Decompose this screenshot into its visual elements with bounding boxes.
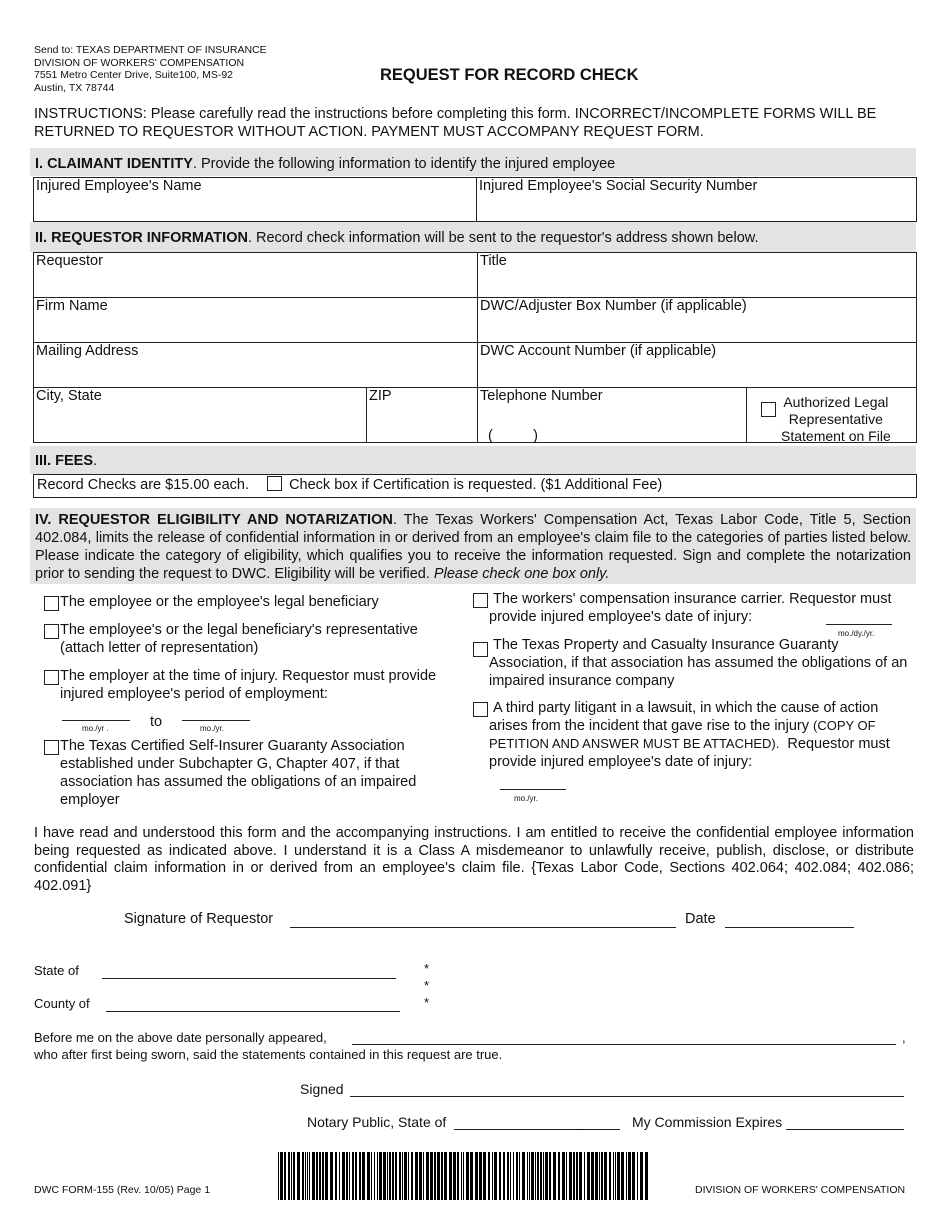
barcode-bar — [488, 1152, 490, 1200]
state-of-label: State of — [34, 963, 79, 978]
city-state-field[interactable]: City, State — [34, 388, 367, 443]
barcode-bar — [404, 1152, 407, 1200]
barcode-bar — [591, 1152, 594, 1200]
barcode-bar — [430, 1152, 433, 1200]
section-2-header: II. REQUESTOR INFORMATION. Record check information will be sent to the requestor's address shown below. — [30, 222, 916, 252]
barcode-bar — [457, 1152, 459, 1200]
barcode-bar — [513, 1152, 514, 1200]
barcode-bar — [645, 1152, 648, 1200]
notary-signature-line[interactable] — [350, 1096, 904, 1097]
barcode-bar — [399, 1152, 401, 1200]
barcode-bar — [362, 1152, 365, 1200]
requestor-table — [33, 252, 917, 443]
barcode-bar — [604, 1152, 607, 1200]
barcode-bar — [319, 1152, 321, 1200]
barcode-bar — [379, 1152, 382, 1200]
barcode-bar — [613, 1152, 614, 1200]
barcode-bar — [335, 1152, 337, 1200]
barcode-bar — [395, 1152, 397, 1200]
certification-checkbox[interactable] — [267, 476, 282, 491]
barcode-bar — [352, 1152, 354, 1200]
barcode-bar — [463, 1152, 464, 1200]
barcode-bar — [371, 1152, 372, 1200]
claimant-table — [33, 177, 917, 222]
barcode-bar — [543, 1152, 544, 1200]
barcode-bar — [553, 1152, 556, 1200]
division-footer: DIVISION OF WORKERS' COMPENSATION — [695, 1184, 906, 1196]
section-4-header: IV. REQUESTOR ELIGIBILITY AND NOTARIZATION. The Texas Workers' Compensation Act, Texas Labor Code, Title 5, Section 402.084, limits the release of confidential information in or derived from an employee's claim file to the categories of parties listed below. Please indicate the category of eligibility, which qualifies you to receive the information requested. Sign and complete the notarization prior to sending the request to DWC. Eligibility will be verified. Please check one box only. — [30, 508, 916, 584]
barcode-bar — [576, 1152, 578, 1200]
barcode-bar — [569, 1152, 572, 1200]
employee-name-field[interactable]: Injured Employee's Name — [34, 178, 477, 222]
barcode-bar — [389, 1152, 391, 1200]
barcode-bar — [342, 1152, 345, 1200]
barcode-bar — [510, 1152, 511, 1200]
barcode-bar — [483, 1152, 486, 1200]
barcode-bar — [312, 1152, 315, 1200]
mailing-address-field[interactable]: Mailing Address — [34, 343, 478, 388]
barcode-bar — [535, 1152, 536, 1200]
barcode-bar — [499, 1152, 501, 1200]
barcode-bar — [426, 1152, 429, 1200]
barcode-bar — [584, 1152, 585, 1200]
eligibility-employee[interactable]: The employee or the employee's legal beneficiary — [44, 593, 460, 611]
barcode-bar — [293, 1152, 295, 1200]
barcode-bar — [549, 1152, 551, 1200]
barcode-bar — [305, 1152, 306, 1200]
certification-statement: I have read and understood this form and the accompanying instructions. I am entitled to receive the confidential employee information being requested as indicated above. I understand it is a Class A misdemeanor to unlawfully receive, publish, disclose, or distribute confidential claim information in or derived from an employee's claim file. {Texas Labor Code, Sections 402.064; 402.084; 402.086; 402.091} — [34, 825, 914, 894]
barcode-bar — [419, 1152, 422, 1200]
barcode-bar — [579, 1152, 582, 1200]
barcode-bar — [377, 1152, 378, 1200]
barcode-bar — [411, 1152, 413, 1200]
barcode-bar — [402, 1152, 403, 1200]
eligibility-carrier[interactable]: The workers' compensation insurance carrier. Requestor must provide injured employee's date of injury: — [473, 590, 919, 626]
state-of-line[interactable] — [102, 978, 396, 979]
notary-state-line[interactable] — [454, 1129, 620, 1130]
barcode-bar — [449, 1152, 452, 1200]
barcode-bar — [325, 1152, 328, 1200]
barcode-bar — [615, 1152, 616, 1200]
commission-label: My Commission Expires — [632, 1114, 783, 1130]
instructions: INSTRUCTIONS: Please carefully read the instructions before completing this form. INCORRECT/INCOMPLETE FORMS WILL BE RETURNED TO REQUESTOR WITHOUT ACTION. PAYMENT MUST ACCOMPANY REQUEST FORM. — [34, 106, 877, 140]
barcode-bar — [346, 1152, 348, 1200]
barcode-bar — [492, 1152, 493, 1200]
barcode-bar — [573, 1152, 575, 1200]
eligibility-property-casualty[interactable]: The Texas Property and Casualty Insurance Guaranty Association, if that association has assumed the obligations of an impaired insurance company — [473, 636, 909, 690]
barcode-bar — [494, 1152, 497, 1200]
area-code: ( ) — [488, 428, 538, 444]
ssn-field[interactable]: Injured Employee's Social Security Number — [477, 178, 917, 222]
barcode-bar — [322, 1152, 324, 1200]
county-of-line[interactable] — [106, 1011, 400, 1012]
appeared-name-line[interactable] — [352, 1044, 896, 1045]
barcode-bar — [475, 1152, 478, 1200]
fees-row: Record Checks are $15.00 each. Check box if Certification is requested. ($1 Additional Fee) — [33, 474, 917, 498]
eligibility-employer-checkbox[interactable] — [44, 670, 59, 685]
barcode-bar — [444, 1152, 447, 1200]
barcode-bar — [291, 1152, 292, 1200]
notary-state-label: Notary Public, State of — [307, 1114, 447, 1130]
eligibility-employee-checkbox[interactable] — [44, 596, 59, 611]
barcode-bar — [330, 1152, 333, 1200]
barcode-bar — [628, 1152, 631, 1200]
barcode-bar — [441, 1152, 443, 1200]
barcode-bar — [545, 1152, 548, 1200]
county-of-label: County of — [34, 996, 90, 1011]
barcode-bar — [537, 1152, 539, 1200]
authorized-rep-checkbox[interactable] — [761, 402, 776, 417]
barcode-bar — [587, 1152, 590, 1200]
barcode-bar — [288, 1152, 290, 1200]
barcode-bar — [349, 1152, 350, 1200]
barcode-bar — [392, 1152, 394, 1200]
barcode-bar — [566, 1152, 567, 1200]
requestor-field[interactable]: Requestor — [34, 253, 478, 298]
barcode-bar — [359, 1152, 361, 1200]
telephone-field[interactable]: Telephone Number ( ) — [478, 388, 747, 443]
barcode-bar — [284, 1152, 286, 1200]
barcode-bar — [531, 1152, 534, 1200]
barcode-icon — [278, 1152, 650, 1200]
barcode-bar — [507, 1152, 509, 1200]
barcode-bar — [355, 1152, 357, 1200]
barcode-bar — [522, 1152, 525, 1200]
barcode-bar — [387, 1152, 388, 1200]
barcode-bar — [434, 1152, 436, 1200]
barcode-bar — [632, 1152, 635, 1200]
barcode-bar — [637, 1152, 638, 1200]
barcode-bar — [309, 1152, 310, 1200]
barcode-bar — [640, 1152, 643, 1200]
barcode-bar — [408, 1152, 409, 1200]
appeared-label: Before me on the above date personally appeared, — [34, 1030, 327, 1045]
box-number-field[interactable]: DWC/Adjuster Box Number (if applicable) — [478, 298, 917, 343]
barcode-bar — [529, 1152, 530, 1200]
firm-name-field[interactable]: Firm Name — [34, 298, 478, 343]
barcode-bar — [423, 1152, 424, 1200]
barcode-bar — [374, 1152, 375, 1200]
sworn-statement: who after first being sworn, said the statements contained in this request are true. — [34, 1047, 503, 1062]
account-number-field[interactable]: DWC Account Number (if applicable) — [478, 343, 917, 388]
eligibility-third-party[interactable]: A third party litigant in a lawsuit, in which the cause of action arises from the incident that gave rise to the injury (COPY OF PETITION AND ANSWER MUST BE ATTACHED). Requestor must provide injured employee's date of injury: — [473, 699, 919, 771]
barcode-bar — [519, 1152, 520, 1200]
commission-expires-line[interactable] — [786, 1129, 904, 1130]
barcode-bar — [280, 1152, 283, 1200]
eligibility-third-party-checkbox[interactable] — [473, 702, 488, 717]
barcode-bar — [609, 1152, 611, 1200]
barcode-bar — [503, 1152, 505, 1200]
barcode-bar — [479, 1152, 482, 1200]
eligibility-carrier-checkbox[interactable] — [473, 593, 488, 608]
barcode-bar — [601, 1152, 603, 1200]
barcode-bar — [617, 1152, 620, 1200]
barcode-bar — [339, 1152, 340, 1200]
barcode-bar — [302, 1152, 304, 1200]
barcode-bar — [527, 1152, 528, 1200]
barcode-bar — [621, 1152, 624, 1200]
barcode-bar — [470, 1152, 473, 1200]
barcode-bar — [453, 1152, 456, 1200]
eligibility-guaranty-checkbox[interactable] — [44, 740, 59, 755]
zip-field[interactable]: ZIP — [367, 388, 478, 443]
barcode-bar — [307, 1152, 308, 1200]
authorized-rep-cell: Authorized Legal Representative Statement on File — [747, 388, 917, 443]
barcode-bar — [599, 1152, 600, 1200]
date-label: Date — [685, 911, 716, 927]
barcode-bar — [278, 1152, 279, 1200]
date-line[interactable] — [725, 927, 854, 928]
barcode-bar — [595, 1152, 598, 1200]
section-3-header: III. FEES. — [30, 446, 916, 474]
signature-label: Signature of Requestor — [124, 911, 274, 927]
barcode-bar — [466, 1152, 469, 1200]
signed-label: Signed — [300, 1081, 344, 1097]
title-field[interactable]: Title — [478, 253, 917, 298]
eligibility-guaranty-association[interactable]: The Texas Certified Self-Insurer Guaranty Association established under Subchapter G, Chapter 407, if that association has assumed the obligations of an impaired employer — [44, 737, 470, 809]
form-number: DWC FORM-155 (Rev. 10/05) Page 1 — [34, 1184, 211, 1196]
barcode-bar — [626, 1152, 627, 1200]
barcode-bar — [297, 1152, 300, 1200]
barcode-bar — [516, 1152, 518, 1200]
barcode-bar — [461, 1152, 462, 1200]
barcode-bar — [316, 1152, 318, 1200]
eligibility-representative-checkbox[interactable] — [44, 624, 59, 639]
barcode-bar — [558, 1152, 560, 1200]
barcode-bar — [383, 1152, 386, 1200]
eligibility-property-casualty-checkbox[interactable] — [473, 642, 488, 657]
barcode-bar — [540, 1152, 542, 1200]
form-title: REQUEST FOR RECORD CHECK — [380, 66, 639, 84]
barcode-bar — [562, 1152, 565, 1200]
barcode-bar — [367, 1152, 370, 1200]
section-1-header: I. CLAIMANT IDENTITY. Provide the following information to identify the injured employee — [30, 148, 916, 176]
eligibility-employer[interactable]: The employer at the time of injury. Requestor must provide injured employee's period of employment: — [44, 667, 460, 703]
mailing-address: Send to: TEXAS DEPARTMENT OF INSURANCE DIVISION OF WORKERS' COMPENSATION 7551 Metro Center Drive, Suite100, MS-92 Austin, TX 78744 — [34, 44, 267, 94]
barcode-bar — [415, 1152, 418, 1200]
eligibility-representative[interactable]: The employee's or the legal beneficiary's representative (attach letter of representation) — [44, 621, 460, 657]
signature-line[interactable] — [290, 927, 676, 928]
barcode-bar — [437, 1152, 440, 1200]
